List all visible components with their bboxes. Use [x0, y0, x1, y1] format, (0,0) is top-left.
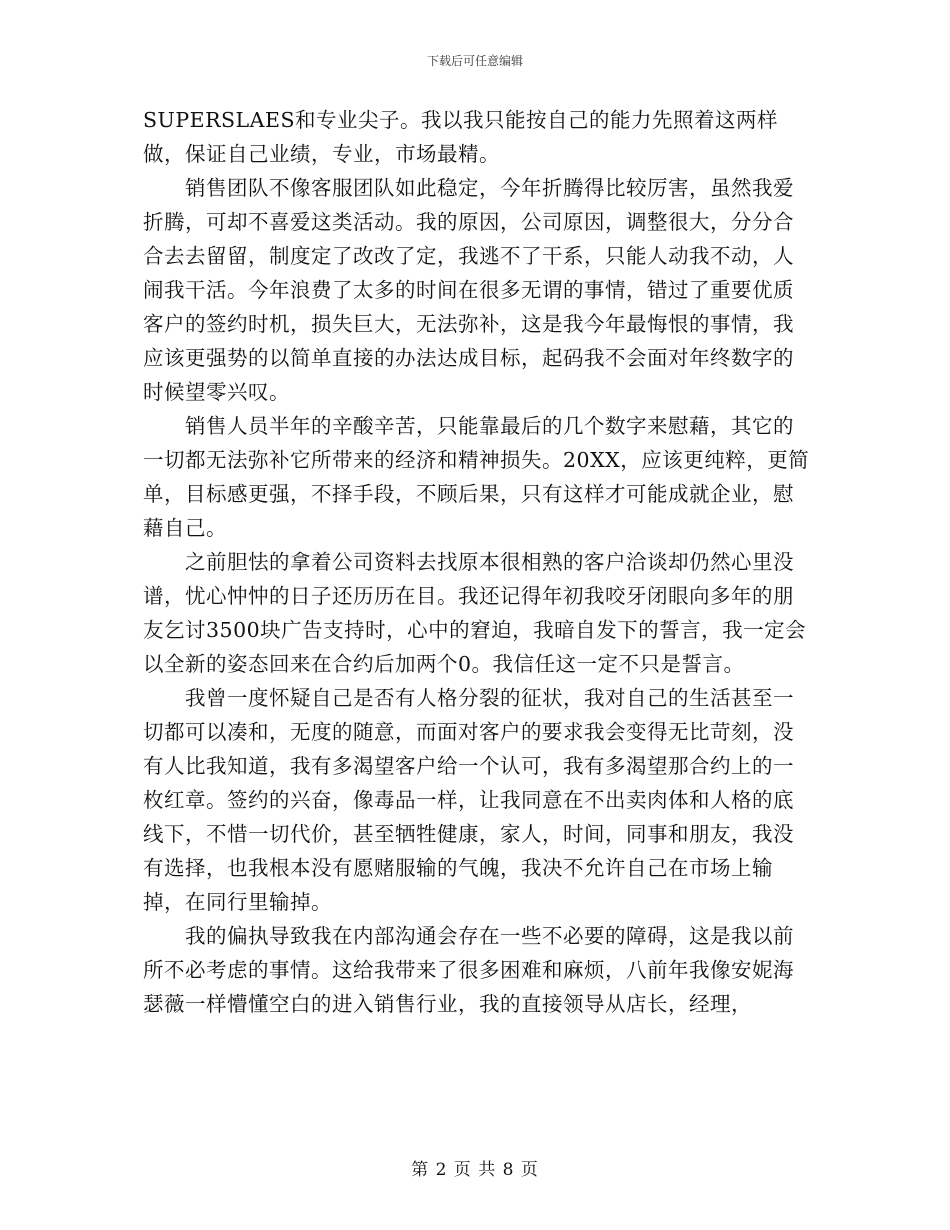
paragraph: 销售团队不像客服团队如此稳定，今年折腾得比较厉害，虽然我爱折腾，可却不喜爱这类活动。我的原因，公司原因，调整很大，分分合合去去留留，制度定了改改了定，我逃不了干系，只能人动我不动，人闹我干活。今年浪费了太多的时间在很多无谓的事情，错过了重要优质客户的签约时机，损失巨大，无法弥补，这是我今年最悔恨的事情，我应该更强势的以简单直接的办法达成目标，起码我不会面对年终数字的时候望零兴叹。	[143, 176, 794, 404]
paragraph: SUPERSLAES和专业尖子。我以我只能按自己的能力先照着这两样做，保证自己业绩，专业，市场最精。	[143, 108, 778, 166]
paragraph: 我的偏执导致我在内部沟通会存在一些不必要的障碍，这是我以前所不必考虑的事情。这给我带来了很多困难和麻烦，八前年我像安妮海瑟薇一样懵懂空白的进入销售行业，我的直接领导从店长，经理，	[143, 924, 794, 1016]
paragraph: 我曾一度怀疑自己是否有人格分裂的征状，我对自己的生活甚至一切都可以凑和，无度的随意，而面对客户的要求我会变得无比苛刻，没有人比我知道，我有多渴望客户给一个认可，我有多渴望那合约上的一枚红章。签约的兴奋，像毒品一样，让我同意在不出卖肉体和人格的底线下，不惜一切代价，甚至牺牲健康，家人，时间，同事和朋友，我没有选择，也我根本没有愿赌服输的气魄，我决不允许自己在市场上输掉，在同行里输掉。	[143, 686, 794, 914]
paragraph: 销售人员半年的辛酸辛苦，只能靠最后的几个数字来慰藉，其它的一切都无法弥补它所带来的经济和精神损失。20XX，应该更纯粹，更简单，目标感更强，不择手段，不顾后果，只有这样才可能成就企业，慰藉自己。	[143, 414, 810, 540]
page-header: 下载后可任意编辑	[426, 54, 523, 68]
page-footer: 第 2 页 共 8 页	[411, 1160, 539, 1180]
document-body	[143, 103, 813, 1021]
paragraph: 之前胆怯的拿着公司资料去找原本很相熟的客户洽谈却仍然心里没谱，忧心忡忡的日子还历历在目。我还记得年初我咬牙闭眼向多年的朋友乞讨3500块广告支持时，心中的窘迫，我暗自发下的誓言，我一定会以全新的姿态回来在合约后加两个0。我信任这一定不只是誓言。	[143, 550, 807, 676]
